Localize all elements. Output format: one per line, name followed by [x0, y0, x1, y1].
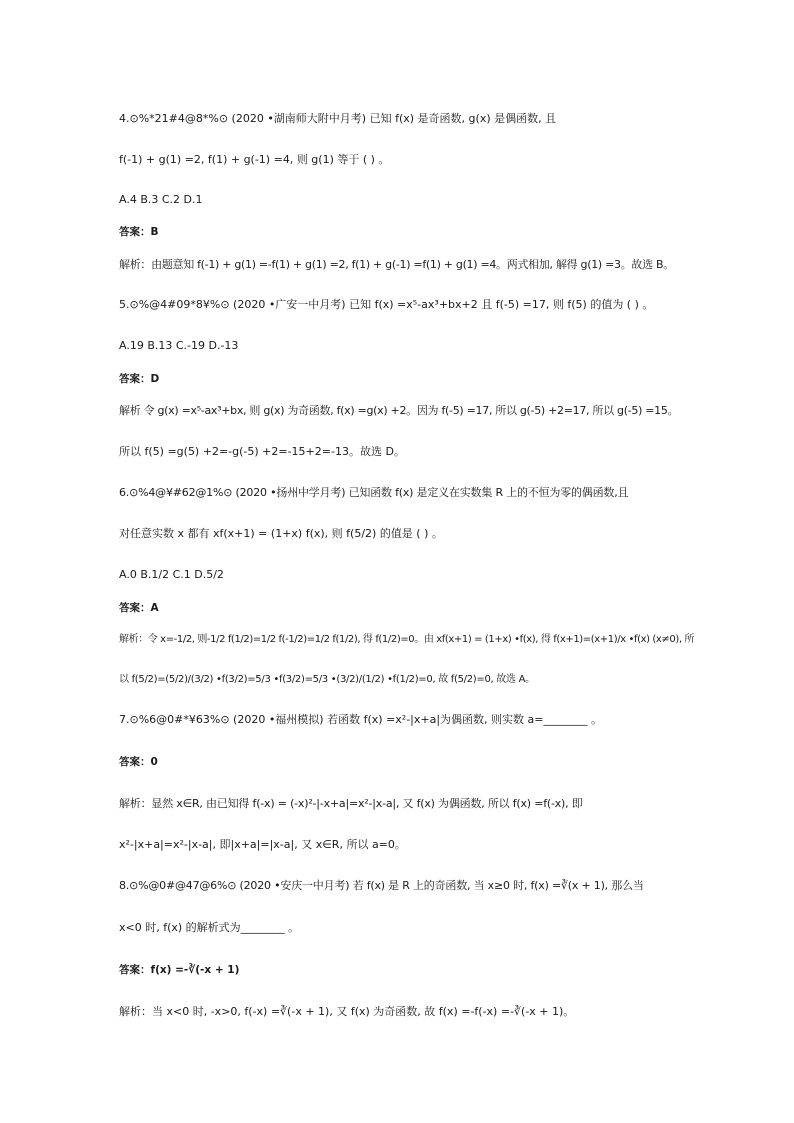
- question-6-stem-line1: 6.⊙%4@¥#62@1%⊙ (2020 •扬州中学月考) 已知函数 f(x) 是定义在实数集 R 上的不恒为零的偶函数,且: [119, 486, 629, 499]
- question-7-answer: 答案：0: [119, 756, 158, 768]
- question-6-analysis-line1: 解析：令 x=-1/2, 则-1/2 f(1/2)=1/2 f(-1/2)=1/2 f(1/2), 得 f(1/2)=0。由 xf(x+1) = (1+x) •f(x), 得 f(x+1)=(x+1)/x •f(x) (x≠0), 所: [119, 634, 695, 645]
- question-8-answer: 答案：f(x) =-∛(-x + 1): [119, 964, 240, 976]
- question-6-analysis-line2: 以 f(5/2)=(5/2)/(3/2) •f(3/2)=5/3 •f(3/2)=5/3 •(3/2)/(1/2) •f(1/2)=0, 故 f(5/2)=0, 故选 A。: [119, 674, 535, 685]
- question-7-analysis-line2: x²-|x+a|=x²-|x-a|, 即|x+a|=|x-a|, 又 x∈R, 所以 a=0。: [119, 838, 406, 851]
- question-6-answer: 答案：A: [119, 602, 159, 614]
- question-5-analysis-line2: 所以 f(5) =g(5) +2=-g(-5) +2=-15+2=-13。故选 D。: [119, 445, 405, 458]
- question-8-analysis: 解析：当 x<0 时, -x>0, f(-x) =∛(-x + 1), 又 f(x) 为奇函数, 故 f(x) =-f(-x) =-∛(-x + 1)。: [119, 1005, 575, 1018]
- question-5-answer: 答案：D: [119, 373, 160, 385]
- question-7-stem: 7.⊙%6@0#*¥63%⊙ (2020 •福州模拟) 若函数 f(x) =x²-|x+a|为偶函数, 则实数 a=________ 。: [119, 713, 602, 726]
- question-5-options: A.19 B.13 C.-19 D.-13: [119, 339, 239, 352]
- question-5-stem: 5.⊙%@4#09*8¥%⊙ (2020 •广安一中月考) 已知 f(x) =x⁵-ax³+bx+2 且 f(-5) =17, 则 f(5) 的值为 ( ) 。: [119, 298, 654, 311]
- question-7-analysis-line1: 解析：显然 x∈R, 由已知得 f(-x) = (-x)²-|-x+a|=x²-|x-a|, 又 f(x) 为偶函数, 所以 f(x) =f(-x), 即: [119, 797, 583, 810]
- question-4-stem-line1: 4.⊙%*21#4@8*%⊙ (2020 •湖南师大附中月考) 已知 f(x) 是奇函数, g(x) 是偶函数, 且: [119, 112, 557, 125]
- question-4-answer: 答案：B: [119, 226, 159, 238]
- question-4-analysis: 解析：由题意知 f(-1) + g(1) =-f(1) + g(1) =2, f(1) + g(-1) =f(1) + g(1) =4。两式相加, 解得 g(1) =3。故选 B。: [119, 258, 674, 271]
- question-6-options: A.0 B.1/2 C.1 D.5/2: [119, 568, 224, 581]
- question-6-stem-line2: 对任意实数 x 都有 xf(x+1) = (1+x) f(x), 则 f(5/2) 的值是 ( ) 。: [119, 527, 443, 540]
- question-5-analysis-line1: 解析 令 g(x) =x⁵-ax³+bx, 则 g(x) 为奇函数, f(x) =g(x) +2。因为 f(-5) =17, 所以 g(-5) +2=17, 所以 g(-5) =15。: [119, 404, 679, 417]
- question-4-options: A.4 B.3 C.2 D.1: [119, 193, 203, 206]
- question-8-stem-line1: 8.⊙%@0#@47@6%⊙ (2020 •安庆一中月考) 若 f(x) 是 R 上的奇函数, 当 x≥0 时, f(x) =∛(x + 1), 那么当: [119, 879, 644, 892]
- question-8-stem-line2: x<0 时, f(x) 的解析式为________ 。: [119, 921, 300, 934]
- question-4-stem-line2: f(-1) + g(1) =2, f(1) + g(-1) =4, 则 g(1) 等于 ( ) 。: [119, 153, 390, 166]
